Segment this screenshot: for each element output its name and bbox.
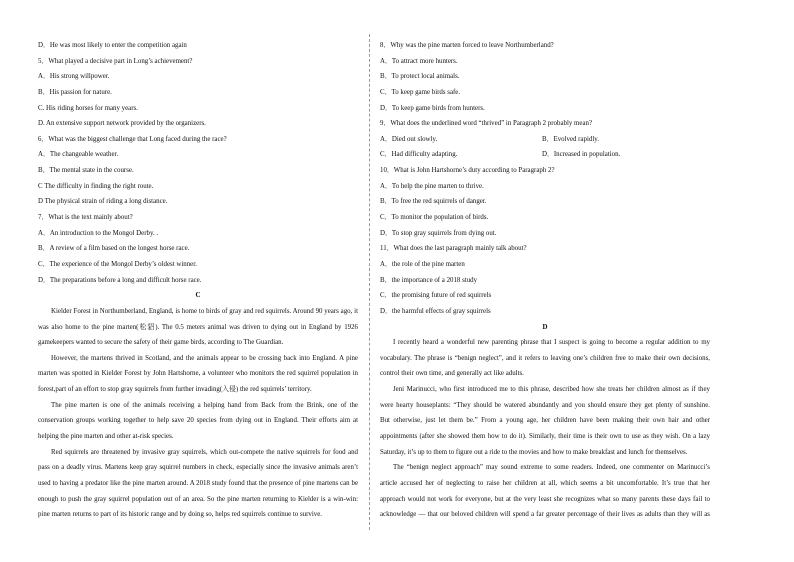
right-column	[380, 38, 710, 523]
right-line: 9．What does the underlined word “thrived” in Paragraph 2 probably mean?	[380, 120, 593, 128]
right-line: C．To monitor the population of birds.	[380, 214, 489, 222]
right-line: A．the role of the pine marten	[380, 260, 465, 268]
left-line: D The physical strain of riding a long distance.	[38, 198, 168, 206]
right-line: D	[542, 323, 548, 331]
left-line: The pine marten is one of the animals receiving a helping hand from Back from the Brink, one of the	[51, 401, 358, 409]
right-line: A．To help the pine marten to thrive.	[380, 182, 484, 190]
left-column	[38, 38, 358, 523]
right-line: control their own time, and generally act like adults.	[380, 370, 524, 378]
left-line: A．The changeable weather.	[38, 151, 119, 159]
right-line: were hearty houseplants: “They should be watered abundantly and you should ensure they get plenty of sunshine.	[380, 401, 710, 409]
right-line: article accused her of neglecting to raise her children at all, which seems a bit uncomfortable. It’s true that her	[380, 479, 710, 487]
left-line: C The difficulty in finding the right route.	[38, 182, 154, 190]
right-line: D．the harmful effects of gray squirrels	[380, 307, 491, 315]
right-line: D．To stop gray squirrels from dying out.	[380, 229, 497, 237]
right-line	[380, 132, 710, 148]
right-line: vocabulary. The phrase is “benign neglect”, and it refers to leaving one’s children free to make their own decisions,	[380, 354, 710, 362]
left-line: pass on a deadly virus. Martens keep gray squirrel numbers in check, especially since the invasive animals aren’t	[38, 464, 358, 472]
right-line: approach would not work for everyone, but at the very least she recognizes what so many parents these days fail to	[380, 495, 710, 503]
right-line: B．To free the red squirrels of danger.	[380, 198, 487, 206]
right-line: A．To attract more hunters.	[380, 57, 458, 65]
left-line: gamekeepers wanted to secure the safety of their game birds, according to The Guardian.	[38, 339, 284, 347]
right-line: I recently heard a wonderful new parenting phrase that I suspect is going to become a regular addition to my	[393, 339, 710, 347]
right-line: 10．What is John Hartshorne’s duty according to Paragraph 2?	[380, 167, 555, 175]
left-line: 7．What is the text mainly about?	[38, 214, 133, 222]
option-left: C．Had difficulty adapting.	[380, 151, 458, 159]
left-line: D. An extensive support network provided by the organizers.	[38, 120, 206, 128]
right-line: 8．Why was the pine marten forced to leave Northumberland?	[380, 42, 554, 49]
left-line: A．An introduction to the Mongol Derby. .	[38, 229, 159, 237]
right-line: 11．What does the last paragraph mainly talk about?	[380, 245, 527, 253]
right-line: C．To keep game birds safe.	[380, 88, 461, 96]
left-line: used to having a predator like the pine marten around. A 2018 study found that the presence of pine martens can be	[38, 479, 358, 487]
option-left: A．Died out slowly.	[380, 135, 438, 143]
left-line: enough to push the gray squirrel population out of an area. So the pine marten returning to Kielder is a win-win:	[38, 495, 358, 503]
left-line: However, the martens thrived in Scotland, and the animals appear to be crossing back into England. A pine	[51, 354, 358, 362]
right-line: Jeni Marinucci, who first introduced me to this phrase, described how she treats her children almost as if they	[393, 386, 710, 394]
option-right: D．Increased in population.	[542, 151, 621, 159]
left-line: marten was spotted in Kielder Forest by John Hartshorne, a volunteer who monitors the red squirrel population in	[38, 370, 358, 378]
left-line: helping the pine marten and other at-risk species.	[38, 433, 174, 441]
right-line: B．To protect local animals.	[380, 73, 460, 81]
right-line: acknowledge — that our beloved children will spend a far greater percentage of their lives as adults than they will as	[380, 511, 710, 519]
left-line: B．His passion for nature.	[38, 88, 112, 96]
left-line: conservation groups working together to help save 20 species from dying out in England. Their efforts aim at	[38, 417, 358, 425]
left-line: Kielder Forest in Northumberland, England, is home to birds of gray and red squirrels. Around 90 years ago, it	[51, 307, 358, 315]
left-line: was also home to the pine marten(松貂). The 0.5 meters animal was driven to dying out in England by 1926	[38, 323, 358, 331]
left-line: Red squirrels are threatened by invasive gray squirrels, which out-compete the native squirrels for food and	[51, 448, 358, 456]
left-line: forest,part of an effort to stop gray squirrels from further invading(入侵) the red squirrels’ territory.	[38, 386, 312, 394]
left-line: D．The preparations before a long and difficult horse race.	[38, 276, 202, 284]
left-line: A．His strong willpower.	[38, 73, 110, 81]
column-divider	[369, 34, 370, 530]
left-line: C	[195, 292, 201, 300]
option-right: B．Evolved rapidly.	[542, 135, 599, 143]
left-line: 6．What was the biggest challenge that Long faced during the race?	[38, 135, 227, 143]
right-line: But otherwise, just let them be.” From a young age, her children have been making their own hair and other	[380, 417, 710, 425]
left-line: B．A review of a film based on the longest horse race.	[38, 245, 190, 253]
left-line: 5．What played a decisive part in Long’s achievement?	[38, 57, 193, 65]
right-line: The “benign neglect approach” may sound extreme to some readers. Indeed, one commenter on Marinucci’s	[393, 464, 710, 472]
left-line: C．The experience of the Mongol Derby’s oldest winner.	[38, 260, 197, 268]
right-line: appointments (after she showed them how to do it). Similarly, their time is their own to use as they wish. On a lazy	[380, 433, 710, 441]
right-line: D．To keep game birds from hunters.	[380, 104, 485, 112]
right-line: Saturday, it’s up to them to figure out a ride to the movies and how to make breakfast and lunch for themselves.	[380, 448, 688, 456]
right-line	[380, 147, 710, 163]
left-line: C. His riding horses for many years.	[38, 104, 138, 112]
right-line: B．the importance of a 2018 study	[380, 276, 478, 284]
left-line: B．The mental state in the course.	[38, 167, 134, 175]
left-line: pine marten returns to part of its historic range and by doing so, helps red squirrels continue to survive.	[38, 511, 322, 519]
left-line: D．He was most likely to enter the competition again	[38, 42, 187, 49]
right-line: C．the promising future of red squirrels	[380, 292, 492, 300]
